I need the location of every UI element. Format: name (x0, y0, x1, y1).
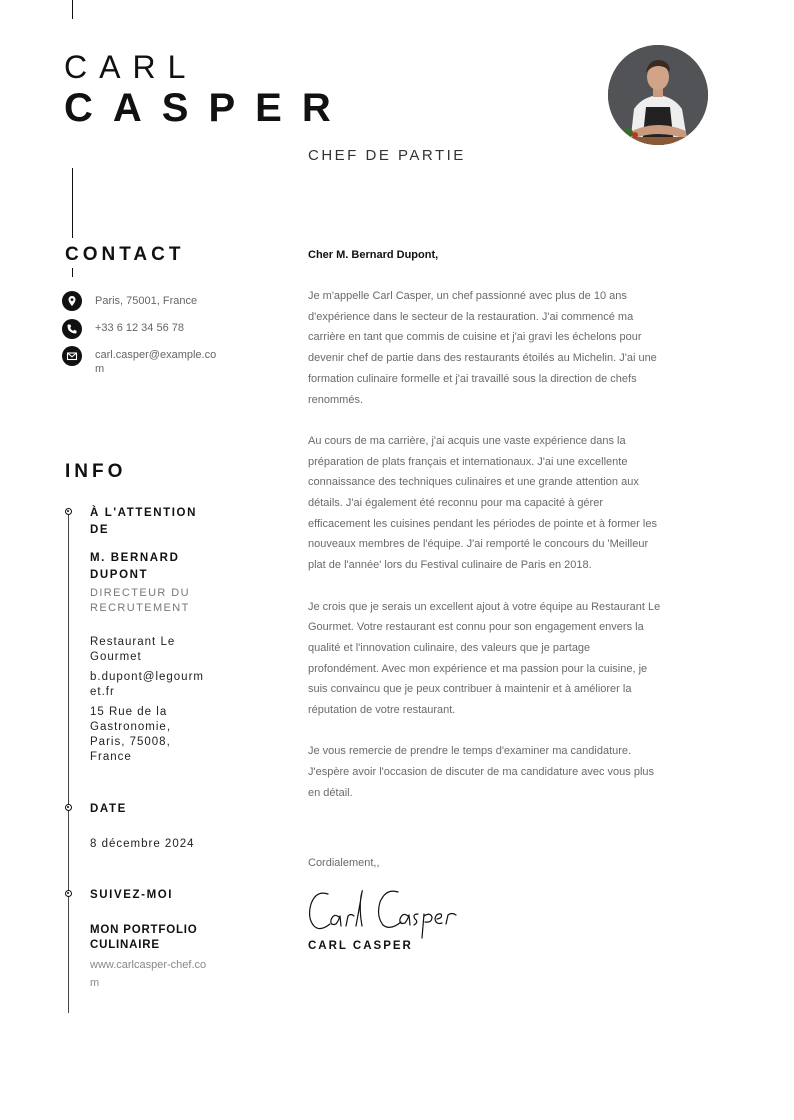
letter-closing: Cordialement,, (308, 857, 380, 869)
job-title: CHEF DE PARTIE (308, 147, 466, 164)
handwritten-signature (306, 884, 466, 942)
location-pin-icon (62, 291, 82, 311)
recipient-email: b.dupont@legourmet.fr (90, 671, 204, 698)
timeline-dot-follow (65, 890, 72, 897)
attention-label: À L'ATTENTION DE (90, 507, 198, 536)
letter-paragraph: Au cours de ma carrière, j'ai acquis une vaste expérience dans la préparation de plats français et internationaux. J'ai une excellente connaissance des techniques culinaires et une grande attention aux détails. J'ai également été reconnu pour ma capacité à gérer efficacement les cuisines pendant les périodes de pointe et à former les nouveaux membres de l'équipe. J'ai remporté le concours du 'Meilleur plat de l'année' lors du Festival culinaire de Paris en 2018. (308, 434, 657, 572)
chef-portrait-icon (608, 45, 708, 145)
info-timeline-line (68, 515, 69, 1013)
follow-label: SUIVEZ-MOI (90, 889, 174, 901)
contact-phone-text: +33 6 12 34 56 78 (95, 322, 184, 334)
envelope-icon (62, 346, 82, 366)
info-title: INFO (65, 461, 127, 482)
top-accent-line (72, 0, 73, 19)
letter-paragraph: Je crois que je serais un excellent ajout à votre équipe au Restaurant Le Gourmet. Votre restaurant est connu pour son engagement envers la qualité et l'innovation culinaire, des valeurs que je partage profondément. Avec mon expérience et ma passion pour la cuisine, je suis convaincu que je peux contribuer à maintenir et à améliorer la réputation de votre restaurant. (308, 600, 661, 717)
portfolio-label: MON PORTFOLIO CULINAIRE (90, 924, 198, 951)
portfolio-link[interactable]: www.carlcasper-chef.com (90, 959, 207, 989)
contact-email-text: carl.casper@example.com (95, 349, 217, 375)
letter-body (308, 286, 664, 824)
contact-title: CONTACT (65, 244, 185, 265)
letter-salutation: Cher M. Bernard Dupont, (308, 249, 439, 261)
recipient-address: 15 Rue de la Gastronomie, Paris, 75008, France (90, 706, 172, 763)
letter-paragraph: Je m'appelle Carl Casper, un chef passionné avec plus de 10 ans d'expérience dans le secteur de la restauration. J'ai commencé ma carrière en tant que commis de cuisine et j'ai gravi les échelons pour devenir chef de partie dans des restaurants étoilés au Michelin. J'ai une formation culinaire formelle et j'ai travaillé sous la direction de chefs renommés. (308, 290, 657, 406)
phone-icon (62, 319, 82, 339)
timeline-dot-date (65, 804, 72, 811)
letter-paragraph: Je vous remercie de prendre le temps d'examiner ma candidature. J'espère avoir l'occasion de discuter de ma candidature avec vous plus en détail. (308, 745, 655, 799)
signature-name: CARL CASPER (308, 940, 413, 952)
header-divider-line (72, 168, 73, 238)
recipient-company: Restaurant Le Gourmet (90, 636, 176, 663)
first-name: CARL (64, 49, 198, 85)
contact-location-text: Paris, 75001, France (95, 295, 198, 307)
recipient-name: M. BERNARD DUPONT (90, 552, 180, 581)
last-name: CASPER (64, 86, 351, 130)
date-value: 8 décembre 2024 (90, 838, 195, 850)
timeline-dot-attention (65, 508, 72, 515)
date-label: DATE (90, 803, 127, 815)
recipient-role: DIRECTEUR DU RECRUTEMENT (90, 587, 190, 614)
contact-accent-line (72, 268, 73, 277)
profile-photo (608, 45, 708, 145)
